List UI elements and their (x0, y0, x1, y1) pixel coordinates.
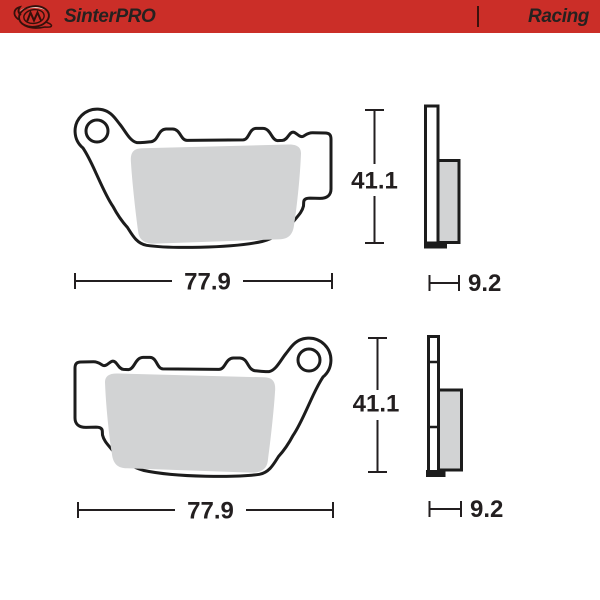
pad-top-side-view (425, 106, 460, 249)
pad-top-thickness-dimension (430, 275, 460, 291)
plate-foot (426, 470, 446, 477)
pad-top-width-label: 77.9 (184, 268, 231, 296)
pad-bottom-thickness-label: 9.2 (470, 496, 504, 523)
pad-bottom-height-label: 41.1 (352, 390, 400, 418)
brand-name: SinterPRO (64, 5, 156, 27)
pad-bottom-side-view (426, 337, 462, 478)
friction-material-side (439, 390, 462, 470)
series-name: Racing (528, 5, 589, 27)
pad-bottom-front-view (75, 338, 331, 476)
plate-foot (425, 242, 448, 249)
friction-material-side (438, 161, 459, 243)
pad-top-thickness-label: 9.2 (468, 270, 502, 297)
backing-plate-side (426, 106, 439, 247)
pad-bottom-width-label: 77.9 (187, 497, 234, 525)
pad-top-height-label: 41.1 (351, 167, 398, 195)
pad-bottom-thickness-dimension (430, 501, 462, 517)
pad-top-front-view (75, 109, 331, 247)
